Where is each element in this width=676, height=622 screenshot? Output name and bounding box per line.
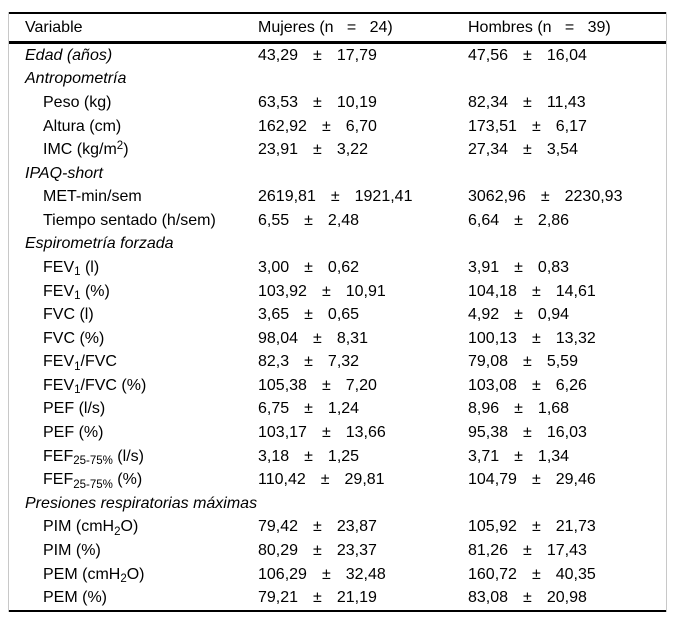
hombres-value [468, 306, 666, 324]
mean-value: 79,21 [258, 589, 299, 607]
plus-minus-sign: ± [304, 400, 313, 418]
label-text: Antropometría [25, 70, 127, 88]
plus-minus-sign: ± [304, 447, 313, 465]
sd-value: 0,94 [537, 306, 570, 324]
plus-minus-sign: ± [313, 93, 322, 111]
mujeres-value [258, 518, 468, 536]
header-hombres: Hombres (n = 39) [468, 18, 611, 36]
row-label [25, 141, 258, 159]
mujeres-value [258, 566, 468, 584]
label-text: Presiones respiratorias máximas [25, 494, 258, 512]
table-row [9, 68, 666, 92]
header-variable: Variable [25, 18, 83, 36]
row-label [25, 377, 258, 395]
label-text: (%) [80, 282, 110, 300]
mean-value: 63,53 [258, 93, 299, 111]
plus-minus-sign: ± [514, 306, 523, 324]
sd-value: 10,19 [336, 93, 377, 111]
label-text: PEF (l/s) [43, 400, 106, 418]
label-text: FEV [43, 258, 75, 276]
mean-value: 6,64 [468, 211, 500, 229]
row-label [25, 212, 258, 230]
label-text: FEV [43, 376, 75, 394]
label-text: Edad (años) [25, 46, 113, 64]
mujeres-value [258, 330, 468, 348]
plus-minus-sign: ± [304, 258, 313, 276]
mean-value: 8,96 [468, 400, 500, 418]
mujeres-value [258, 259, 468, 277]
label-text: FVC (%) [43, 329, 105, 347]
mean-value: 6,75 [258, 400, 290, 418]
row-label [25, 518, 258, 536]
hombres-value [468, 448, 666, 466]
mujeres-value [258, 118, 468, 136]
mujeres-value [258, 448, 468, 466]
row-label [25, 400, 258, 418]
sd-value: 6,26 [555, 376, 587, 394]
table-row [9, 327, 666, 351]
table-row [9, 563, 666, 587]
sd-value: 7,20 [345, 376, 377, 394]
mean-value: 105,92 [468, 518, 517, 536]
table-row [9, 445, 666, 469]
mean-value: 79,42 [258, 518, 299, 536]
plus-minus-sign: ± [531, 117, 541, 135]
sd-value: 13,66 [345, 424, 386, 442]
label-text: (l/s) [112, 447, 144, 465]
table-row [9, 398, 666, 422]
mean-value: 106,29 [258, 565, 307, 583]
row-label [25, 495, 258, 513]
plus-minus-sign: ± [330, 188, 340, 206]
label-text: Peso (kg) [43, 93, 112, 111]
mujeres-value [258, 400, 468, 418]
label-text: PEF (%) [43, 424, 104, 442]
hombres-value [468, 566, 666, 584]
sd-value: 2230,93 [564, 188, 623, 206]
mean-value: 83,08 [468, 589, 509, 607]
sd-value: 6,17 [555, 117, 587, 135]
mean-value: 173,51 [468, 117, 517, 135]
label-text: FEV [43, 353, 75, 371]
mean-value: 3,91 [468, 258, 500, 276]
plus-minus-sign: ± [531, 282, 541, 300]
data-table [8, 12, 667, 612]
sd-value: 17,43 [546, 541, 587, 559]
row-label [25, 353, 258, 371]
mean-value: 47,56 [468, 46, 509, 64]
sd-value: 16,03 [546, 424, 587, 442]
plus-minus-sign: ± [531, 471, 541, 489]
mean-value: 23,91 [258, 141, 299, 159]
label-text: Espirometría forzada [25, 235, 174, 253]
mean-value: 100,13 [468, 329, 517, 347]
mujeres-value [258, 471, 468, 489]
table-row [9, 233, 666, 257]
mean-value: 4,92 [468, 306, 500, 324]
label-supscript: 2 [116, 140, 124, 153]
mujeres-value [258, 589, 468, 607]
table-row [9, 185, 666, 209]
sd-value: 10,91 [345, 282, 386, 300]
plus-minus-sign: ± [523, 93, 532, 111]
plus-minus-sign: ± [523, 589, 532, 607]
label-text: (%) [112, 471, 143, 489]
mean-value: 3,71 [468, 447, 500, 465]
label-subscript: 1 [74, 266, 81, 279]
label-subscript: 2 [114, 525, 121, 538]
mujeres-value [258, 424, 468, 442]
sd-value: 29,46 [555, 471, 596, 489]
table-row [9, 516, 666, 540]
row-label [25, 471, 258, 489]
table-row [9, 115, 666, 139]
sd-value: 29,81 [344, 471, 385, 489]
table-row [9, 209, 666, 233]
sd-value: 1921,41 [354, 188, 413, 206]
mean-value: 104,79 [468, 471, 517, 489]
row-label [25, 448, 258, 466]
plus-minus-sign: ± [523, 353, 532, 371]
plus-minus-sign: ± [313, 141, 322, 159]
mean-value: 95,38 [468, 424, 509, 442]
plus-minus-sign: ± [523, 424, 532, 442]
mujeres-value [258, 283, 468, 301]
table-row [9, 468, 666, 492]
mean-value: 2619,81 [258, 188, 316, 206]
mujeres-value [258, 212, 468, 230]
mujeres-value [258, 542, 468, 560]
hombres-value [468, 400, 666, 418]
hombres-value [468, 377, 666, 395]
table-row [9, 44, 666, 68]
mean-value: 160,72 [468, 565, 517, 583]
plus-minus-sign: ± [531, 329, 541, 347]
table-body [9, 44, 666, 610]
plus-minus-sign: ± [304, 353, 313, 371]
hombres-value [468, 589, 666, 607]
plus-minus-sign: ± [523, 46, 532, 64]
mujeres-value [258, 188, 468, 206]
mean-value: 105,38 [258, 376, 307, 394]
label-subscript: 2 [120, 573, 127, 585]
mujeres-value [258, 94, 468, 112]
sd-value: 0,62 [327, 258, 360, 276]
mujeres-value [258, 377, 468, 395]
table-row [9, 162, 666, 186]
row-label [25, 118, 258, 136]
sd-value: 2,48 [327, 211, 360, 229]
mean-value: 79,08 [468, 353, 509, 371]
label-subscript: 25-75% [73, 478, 113, 491]
label-text: PIM (cmH [43, 518, 115, 536]
row-label [25, 424, 258, 442]
sd-value: 1,34 [537, 447, 570, 465]
row-label [25, 566, 258, 584]
table-row [9, 303, 666, 327]
mujeres-value [258, 353, 468, 371]
label-text: MET-min/sem [43, 188, 142, 206]
label-text: /FVC [80, 353, 117, 371]
row-label [25, 306, 258, 324]
mean-value: 3062,96 [468, 188, 526, 206]
sd-value: 7,32 [327, 353, 360, 371]
hombres-value [468, 188, 666, 206]
plus-minus-sign: ± [313, 46, 322, 64]
hombres-value [468, 212, 666, 230]
label-text: FEV [43, 282, 75, 300]
label-text: FEF [43, 471, 74, 489]
mean-value: 82,3 [258, 353, 290, 371]
plus-minus-sign: ± [313, 589, 322, 607]
plus-minus-sign: ± [523, 141, 532, 159]
row-label [25, 165, 258, 183]
hombres-value [468, 47, 666, 65]
mean-value: 103,17 [258, 424, 307, 442]
plus-minus-sign: ± [321, 376, 331, 394]
label-text: O) [126, 565, 145, 583]
sd-value: 14,61 [555, 282, 596, 300]
plus-minus-sign: ± [321, 565, 331, 583]
row-label [25, 542, 258, 560]
label-subscript: 1 [74, 384, 81, 397]
row-label [25, 70, 258, 88]
table-row [9, 539, 666, 563]
plus-minus-sign: ± [321, 117, 331, 135]
sd-value: 20,98 [546, 589, 587, 607]
plus-minus-sign: ± [531, 565, 541, 583]
label-text: Tiempo sentado (h/sem) [43, 211, 216, 229]
mujeres-value [258, 306, 468, 324]
plus-minus-sign: ± [514, 400, 523, 418]
sd-value: 5,59 [546, 353, 578, 371]
sd-value: 1,24 [327, 400, 360, 418]
mujeres-value [258, 47, 468, 65]
mean-value: 82,34 [468, 93, 509, 111]
sd-value: 3,54 [546, 141, 578, 159]
table-row [9, 374, 666, 398]
sd-value: 0,83 [537, 258, 570, 276]
label-subscript: 1 [74, 360, 81, 373]
table-row [9, 421, 666, 445]
mean-value: 3,65 [258, 306, 290, 324]
hombres-value [468, 118, 666, 136]
plus-minus-sign: ± [304, 306, 313, 324]
plus-minus-sign: ± [321, 282, 331, 300]
label-text: Altura (cm) [43, 117, 122, 135]
sd-value: 23,37 [336, 541, 377, 559]
mean-value: 27,34 [468, 141, 509, 159]
sd-value: 13,32 [555, 329, 596, 347]
label-subscript: 25-75% [73, 455, 113, 468]
label-text: FEF [43, 447, 74, 465]
plus-minus-sign: ± [321, 424, 331, 442]
plus-minus-sign: ± [523, 541, 532, 559]
sd-value: 23,87 [336, 518, 377, 536]
row-label [25, 589, 258, 607]
label-text: FVC (l) [43, 306, 94, 324]
label-text: O) [120, 518, 139, 536]
label-text: /FVC (%) [80, 376, 147, 394]
row-label [25, 94, 258, 112]
hombres-value [468, 330, 666, 348]
sd-value: 16,04 [546, 46, 587, 64]
hombres-value [468, 424, 666, 442]
mean-value: 80,29 [258, 541, 299, 559]
row-label [25, 283, 258, 301]
mean-value: 98,04 [258, 329, 299, 347]
sd-value: 17,79 [336, 46, 377, 64]
header-mujeres: Mujeres (n = 24) [258, 18, 393, 36]
mean-value: 6,55 [258, 211, 290, 229]
table-row [9, 492, 666, 516]
plus-minus-sign: ± [313, 541, 322, 559]
table-row [9, 91, 666, 115]
sd-value: 2,86 [537, 211, 570, 229]
hombres-value [468, 283, 666, 301]
plus-minus-sign: ± [320, 471, 330, 489]
label-text: PIM (%) [43, 541, 101, 559]
hombres-value [468, 94, 666, 112]
plus-minus-sign: ± [531, 376, 541, 394]
sd-value: 1,68 [537, 400, 570, 418]
hombres-value [468, 471, 666, 489]
plus-minus-sign: ± [514, 447, 523, 465]
sd-value: 11,43 [546, 93, 586, 111]
mean-value: 3,18 [258, 447, 290, 465]
label-text: PEM (%) [43, 589, 107, 607]
sd-value: 6,70 [345, 117, 377, 135]
table-row [9, 280, 666, 304]
mean-value: 110,42 [258, 471, 306, 489]
table-row [9, 586, 666, 610]
plus-minus-sign: ± [514, 211, 523, 229]
row-label [25, 259, 258, 277]
label-text: IMC (kg/m [43, 141, 117, 159]
mean-value: 162,92 [258, 117, 307, 135]
sd-value: 8,31 [336, 329, 368, 347]
mean-value: 3,00 [258, 258, 290, 276]
label-text: ) [123, 141, 129, 159]
hombres-value [468, 141, 666, 159]
label-text: (l) [80, 258, 100, 276]
row-label [25, 330, 258, 348]
hombres-value [468, 518, 666, 536]
sd-value: 3,22 [336, 141, 368, 159]
plus-minus-sign: ± [304, 211, 313, 229]
plus-minus-sign: ± [313, 329, 322, 347]
sd-value: 40,35 [555, 565, 596, 583]
label-subscript: 1 [74, 290, 81, 303]
plus-minus-sign: ± [514, 258, 523, 276]
table-row [9, 256, 666, 280]
sd-value: 0,65 [327, 306, 360, 324]
sd-value: 21,73 [555, 518, 596, 536]
mean-value: 81,26 [468, 541, 509, 559]
mean-value: 43,29 [258, 46, 299, 64]
mean-value: 103,08 [468, 376, 517, 394]
table-row [9, 138, 666, 162]
hombres-value [468, 353, 666, 371]
plus-minus-sign: ± [540, 188, 550, 206]
row-label [25, 47, 258, 65]
plus-minus-sign: ± [531, 518, 541, 536]
bottom-rule [9, 610, 666, 612]
sd-value: 21,19 [336, 589, 377, 607]
mujeres-value [258, 141, 468, 159]
hombres-value [468, 542, 666, 560]
mean-value: 103,92 [258, 282, 307, 300]
label-text: IPAQ-short [25, 164, 103, 182]
hombres-value [468, 259, 666, 277]
sd-value: 32,48 [345, 565, 386, 583]
row-label [25, 235, 258, 253]
sd-value: 1,25 [327, 447, 360, 465]
mean-value: 104,18 [468, 282, 517, 300]
label-text: PEM (cmH [43, 565, 121, 583]
table-header [9, 14, 666, 41]
table-row [9, 351, 666, 375]
plus-minus-sign: ± [313, 518, 322, 536]
row-label [25, 188, 258, 206]
